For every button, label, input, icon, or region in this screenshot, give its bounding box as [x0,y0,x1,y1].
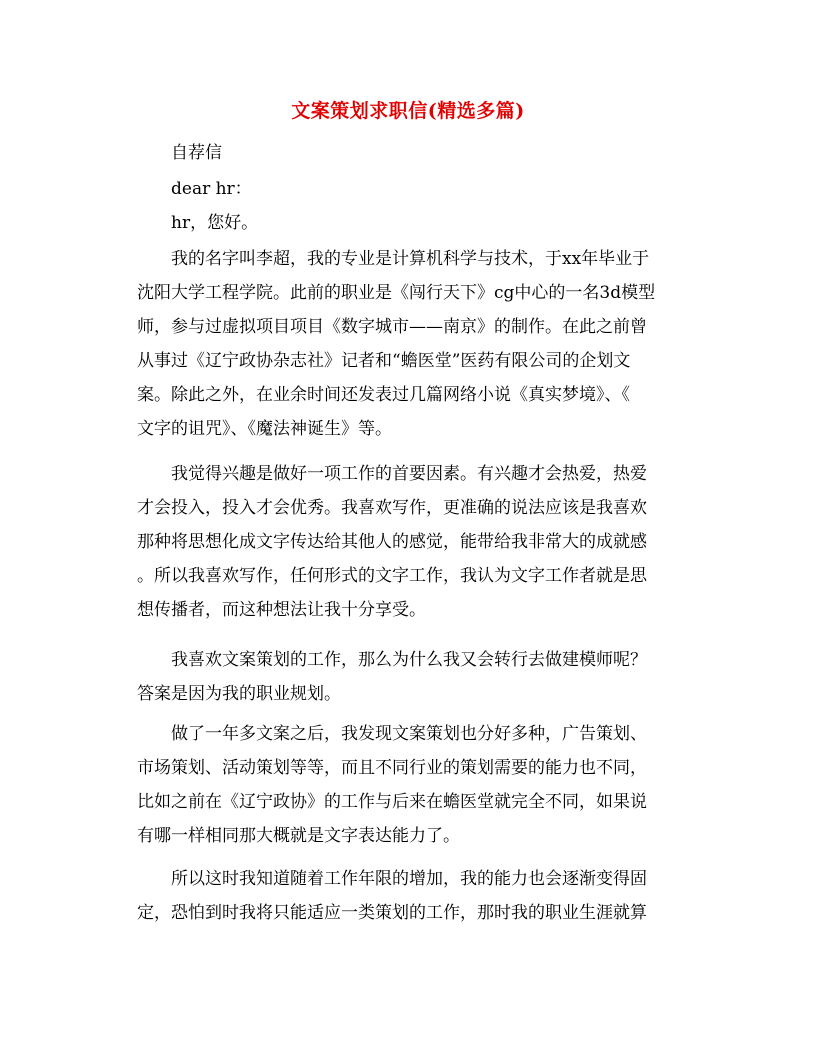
letter-heading-block [137,136,687,170]
paragraph-line: 答案是因为我的职业规划。 [137,684,341,704]
paragraph-line: 定，恐怕到时我将只能适应一类策划的工作，那时我的职业生涯就算 [137,903,647,923]
salutation-block [137,172,687,206]
letter-heading: 自荐信 [171,143,222,163]
paragraph-line: 做了一年多文案之后，我发现文案策划也分好多种，广告策划、 [171,724,647,744]
greeting-block [137,206,687,240]
paragraph-line: 那种将思想化成文字传达给其他人的感觉，能带给我非常大的成就感 [137,532,647,552]
paragraph-line: 师，参与过虚拟项目项目《数字城市——南京》的制作。在此之前曾 [137,317,647,337]
paragraph-3 [137,643,687,711]
document-title: 文案策划求职信(精选多篇) [291,100,525,122]
paragraph-1 [137,242,687,446]
salutation: dear hr： [171,179,252,199]
paragraph-line: 想传播者，而这种想法让我十分享受。 [137,600,426,620]
paragraph-line: 沈阳大学工程学院。此前的职业是《闯行天下》cg中心的一名3d模型 [137,283,656,303]
paragraph-line: 市场策划、活动策划等等，而且不同行业的策划需要的能力也不同， [137,758,647,778]
paragraph-2 [137,457,687,627]
paragraph-5 [137,862,687,930]
paragraph-line: 才会投入，投入才会优秀。我喜欢写作，更准确的说法应该是我喜欢 [137,498,647,518]
paragraph-line: 我觉得兴趣是做好一项工作的首要因素。有兴趣才会热爱，热爱 [171,464,647,484]
greeting: hr，您好。 [171,213,259,233]
paragraph-line: 我喜欢文案策划的工作，那么为什么我又会转行去做建模师呢？ [171,650,647,670]
paragraph-line: 。所以我喜欢写作，任何形式的文字工作，我认为文字工作者就是思 [137,566,647,586]
paragraph-line: 比如之前在《辽宁政协》的工作与后来在蟾医堂就完全不同，如果说 [137,792,647,812]
paragraph-line: 我的名字叫李超，我的专业是计算机科学与技术，于xx年毕业于 [171,249,650,269]
paragraph-line: 案。除此之外，在业余时间还发表过几篇网络小说《真实梦境》、《 [137,385,630,405]
paragraph-line: 文字的诅咒》、《魔法神诞生》等。 [137,419,392,439]
paragraph-line: 所以这时我知道随着工作年限的增加，我的能力也会逐渐变得固 [171,869,647,889]
paragraph-line: 从事过《辽宁政协杂志社》记者和“蟾医堂”医药有限公司的企划文 [137,351,631,371]
paragraph-line: 有哪一样相同那大概就是文字表达能力了。 [137,826,460,846]
paragraph-4 [137,717,687,853]
